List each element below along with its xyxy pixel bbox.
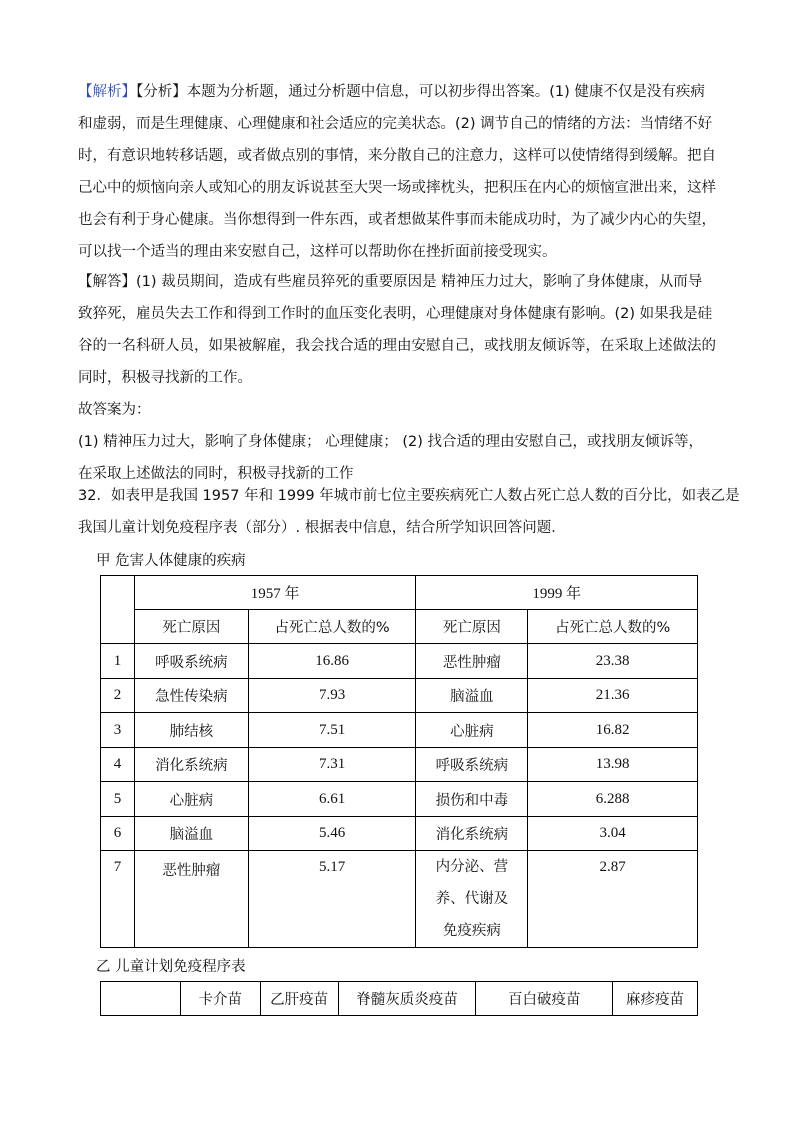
pct-1957-cell: 7.93 xyxy=(248,679,416,713)
vaccine-header: 乙肝疫苗 xyxy=(260,982,338,1016)
rank-cell: 5 xyxy=(101,782,135,817)
answer-line-1: 【解答】(1) 裁员期间，造成有些雇员猝死的重要原因是 精神压力过大，影响了身体健康，从而导 xyxy=(78,274,703,290)
table-a-caption: 甲 危害人体健康的疾病 xyxy=(96,553,246,569)
col-cause-1957: 死亡原因 xyxy=(134,610,248,644)
pct-1999-cell: 6.288 xyxy=(528,782,698,817)
cause-1999-cell: 恶性肿瘤 xyxy=(416,644,528,679)
cause-1999-cell: 内分泌、营 养、代谢及 免疫疾病 xyxy=(416,851,528,948)
pct-1999-cell: 21.36 xyxy=(528,679,698,713)
cause-1957-cell: 心脏病 xyxy=(134,782,248,817)
final-answer-label: 故答案为： xyxy=(78,402,151,418)
pct-1957-cell: 5.46 xyxy=(248,817,416,851)
rank-cell: 1 xyxy=(101,644,135,679)
cause-1957-cell: 消化系统病 xyxy=(134,748,248,782)
immunization-table xyxy=(100,981,698,1016)
pct-1957-cell: 6.61 xyxy=(248,782,416,817)
disease-table xyxy=(100,575,698,948)
cause-1957-cell: 恶性肿瘤 xyxy=(134,851,248,948)
final-answer-line: 在采取上述做法的同时，积极寻找新的工作 xyxy=(78,466,354,482)
vaccine-header: 百白破疫苗 xyxy=(476,982,613,1016)
cause-1999-cell: 心脏病 xyxy=(416,713,528,748)
cause-1999-cell: 脑溢血 xyxy=(416,679,528,713)
vaccine-header: 麻疹疫苗 xyxy=(613,982,698,1016)
analysis-line: 也会有利于身心健康。当你想得到一件东西，或者想做某件事而未能成功时，为了减少内心的失望， xyxy=(78,212,716,228)
pct-1999-cell: 13.98 xyxy=(528,748,698,782)
analysis-line: 己心中的烦恼向亲人或知心的朋友诉说甚至大哭一场或摔枕头，把积压在内心的烦恼宣泄出来，这样 xyxy=(78,180,716,196)
rank-cell: 7 xyxy=(101,851,135,948)
cause-1957-cell: 呼吸系统病 xyxy=(134,644,248,679)
cause-1957-cell: 脑溢血 xyxy=(134,817,248,851)
pct-1999-cell: 3.04 xyxy=(528,817,698,851)
analysis-line: 时，有意识地转移话题，或者做点别的事情，来分散自己的注意力，这样可以使情绪得到缓解。把自 xyxy=(78,148,716,164)
analysis-line: 和虚弱，而是生理健康、心理健康和社会适应的完美状态。(2) 调节自己的情绪的方法：当情绪不好 xyxy=(78,116,713,132)
col-pct-1999: 占死亡总人数的% xyxy=(528,610,698,644)
pct-1999-cell: 2.87 xyxy=(528,851,698,948)
col-pct-1957: 占死亡总人数的% xyxy=(248,610,416,644)
rank-cell: 3 xyxy=(101,713,135,748)
corner-cell xyxy=(101,576,135,644)
analysis-tag: 【解析】 xyxy=(78,84,136,100)
year-1957-header: 1957 年 xyxy=(134,576,416,610)
col-cause-1999: 死亡原因 xyxy=(416,610,528,644)
pct-1957-cell: 5.17 xyxy=(248,851,416,948)
cause-1957-cell: 急性传染病 xyxy=(134,679,248,713)
rank-cell: 4 xyxy=(101,748,135,782)
cause-1957-cell: 肺结核 xyxy=(134,713,248,748)
answer-line: 致猝死，雇员失去工作和得到工作时的血压变化表明，心理健康对身体健康有影响。(2) 如果我是硅 xyxy=(78,306,713,322)
cause-1999-cell: 损伤和中毒 xyxy=(416,782,528,817)
answer-line: 谷的一名科研人员，如果被解雇，我会找合适的理由安慰自己，或找朋友倾诉等，在采取上述做法的 xyxy=(78,338,716,354)
table-row xyxy=(101,782,698,817)
question-line: 我国儿童计划免疫程序表（部分）. 根据表中信息，结合所学知识回答问题． xyxy=(78,520,566,536)
vaccine-header: 卡介苗 xyxy=(180,982,260,1016)
pct-1999-cell: 16.82 xyxy=(528,713,698,748)
analysis-line-1: 【解析】【分析】本题为分析题，通过分析题中信息，可以初步得出答案。(1) 健康不仅是没有疾病 xyxy=(78,84,705,100)
table-b-caption: 乙 儿童计划免疫程序表 xyxy=(96,959,246,975)
table-row xyxy=(101,679,698,713)
pct-1957-cell: 7.31 xyxy=(248,748,416,782)
pct-1957-cell: 7.51 xyxy=(248,713,416,748)
answer-tag: 【解答】 xyxy=(78,274,136,290)
table-row xyxy=(101,748,698,782)
cause-1999-cell: 消化系统病 xyxy=(416,817,528,851)
analysis-paragraph xyxy=(78,76,718,268)
pct-1999-cell: 23.38 xyxy=(528,644,698,679)
answer-line: 同时，积极寻找新的工作。 xyxy=(78,370,252,386)
table-row xyxy=(101,817,698,851)
year-1999-header: 1999 年 xyxy=(416,576,698,610)
table-row xyxy=(101,644,698,679)
question-line: 32．如表甲是我国 1957 年和 1999 年城市前七位主要疾病死亡人数占死亡总人数的百分比，如表乙是 xyxy=(78,488,740,504)
cause-1999-cell: 呼吸系统病 xyxy=(416,748,528,782)
rank-cell: 6 xyxy=(101,817,135,851)
analysis-line: 可以找一个适当的理由来安慰自己，这样可以帮助你在挫折面前接受现实。 xyxy=(78,244,557,260)
table-row xyxy=(101,851,698,948)
table-row xyxy=(101,713,698,748)
question-32 xyxy=(78,480,740,544)
final-answer-line: (1) 精神压力过大，影响了身体健康； 心理健康； (2) 找合适的理由安慰自己，或找朋友倾诉等， xyxy=(78,434,704,450)
vaccine-header: 脊髓灰质炎疫苗 xyxy=(338,982,476,1016)
rank-cell: 2 xyxy=(101,679,135,713)
answer-paragraph xyxy=(78,266,718,490)
pct-1957-cell: 16.86 xyxy=(248,644,416,679)
analysis-subtag: 【分析】 xyxy=(136,84,187,100)
corner-cell xyxy=(101,982,181,1016)
